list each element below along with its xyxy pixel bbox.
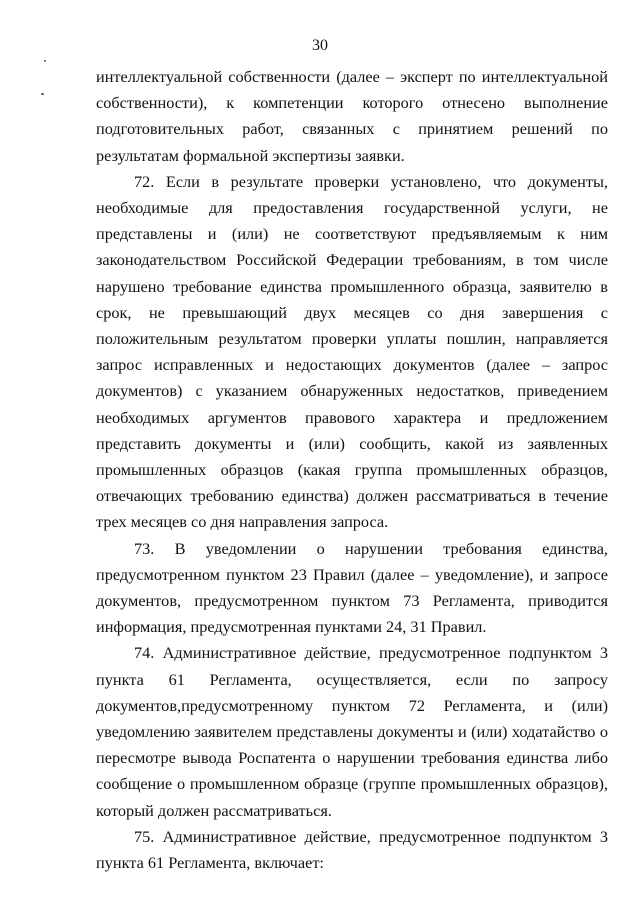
- paragraph-74: 74. Административное действие, предусмотренное подпунктом 3 пункта 61 Регламента, осуществляется, если по запросу документов,предусмотренному пунктом 72 Регламента, и (или) уведомлению заявителем представлены документы и (или) ходатайство о пересмотре вывода Роспатента о нарушении требования единства либо сообщение о промышленном образце (группе промышленных образцов), который должен рассматриваться.: [96, 643, 608, 820]
- scan-speck: [41, 93, 44, 95]
- page-number: 30: [312, 37, 328, 54]
- paragraph-72: 72. Если в результате проверки установлено, что документы, необходимые для предоставления государственной услуги, не представлены и (или) не соответствуют предъявляемым к ним законодательством Российской Федерации требованиям, в том числе нарушено требование единства промышленного образца, заявителю в срок, не превышающий двух месяцев со дня завершения с положительным результатом проверки уплаты пошлин, направляется запрос исправленных и недостающих документов (далее – запрос документов) с указанием обнаруженных недостатков, приведением необходимых аргументов правового характера и предложением представить документы и (или) сообщить, какой из заявленных промышленных образцов (какая группа промышленных образцов, отвечающих требованию единства) должен рассматриваться в течение трех месяцев со дня направления запроса.: [96, 171, 608, 532]
- scan-speck: [44, 60, 46, 62]
- paragraph-75: 75. Административное действие, предусмотренное подпунктом 3 пункта 61 Регламента, включает:: [96, 826, 608, 873]
- paragraph-continuation: интеллектуальной собственности (далее – эксперт по интеллектуальной собственности), к компетенции которого отнесено выполнение подготовительных работ, связанных с принятием решений по результатам формальной экспертизы заявки.: [96, 67, 608, 165]
- paragraph-73: 73. В уведомлении о нарушении требования единства, предусмотренном пунктом 23 Правил (далее – уведомление), и запросе документов, предусмотренном пунктом 73 Регламента, приводится информация, предусмотренная пунктами 24, 31 Правил.: [96, 538, 608, 637]
- document-body: [96, 64, 608, 876]
